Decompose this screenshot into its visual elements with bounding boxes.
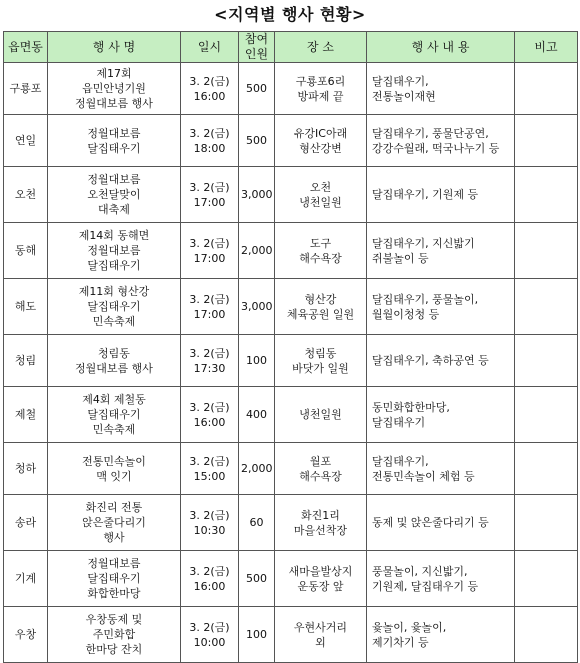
cell-place: 형산강 체육공원 일원 [275,279,367,335]
cell-event: 전통민속놀이 맥 잇기 [48,443,181,495]
table-row [4,115,578,167]
cell-date: 3. 2(금) 17:00 [181,223,239,279]
cell-people: 500 [239,63,275,115]
cell-date: 3. 2(금) 10:00 [181,607,239,663]
cell-note [515,63,578,115]
cell-date: 3. 2(금) 18:00 [181,115,239,167]
header-content: 행 사 내 용 [367,32,515,63]
cell-note [515,279,578,335]
cell-town: 동해 [4,223,48,279]
cell-date: 3. 2(금) 17:00 [181,167,239,223]
cell-note [515,551,578,607]
cell-content: 달집태우기, 풍물단공연, 강강수월래, 떡국나누기 등 [367,115,515,167]
cell-content: 동제 및 앉은줄다리기 등 [367,495,515,551]
cell-note [515,115,578,167]
cell-note [515,607,578,663]
cell-date: 3. 2(금) 10:30 [181,495,239,551]
table-row [4,607,578,663]
table-row [4,335,578,387]
cell-people: 3,000 [239,279,275,335]
cell-note [515,167,578,223]
table-row [4,63,578,115]
cell-event: 정월대보름 달집태우기 [48,115,181,167]
cell-town: 청림 [4,335,48,387]
cell-date: 3. 2(금) 16:00 [181,63,239,115]
cell-note [515,387,578,443]
cell-town: 우창 [4,607,48,663]
cell-content: 동민화합한마당, 달집태우기 [367,387,515,443]
cell-content: 달집태우기, 전통민속놀이 체험 등 [367,443,515,495]
cell-people: 100 [239,335,275,387]
cell-note [515,495,578,551]
header-event: 행 사 명 [48,32,181,63]
cell-place: 구룡포6리 방파제 끝 [275,63,367,115]
cell-place: 화진1리 마을선착장 [275,495,367,551]
cell-date: 3. 2(금) 16:00 [181,551,239,607]
cell-place: 냉천일원 [275,387,367,443]
cell-note [515,335,578,387]
cell-content: 달집태우기, 전통놀이재현 [367,63,515,115]
header-place: 장 소 [275,32,367,63]
cell-place: 도구 해수욕장 [275,223,367,279]
header-people: 참여 인원 [239,32,275,63]
cell-place: 월포 해수욕장 [275,443,367,495]
cell-town: 송라 [4,495,48,551]
header-date: 일시 [181,32,239,63]
cell-people: 2,000 [239,223,275,279]
cell-event: 제4회 제철동 달집태우기 민속축제 [48,387,181,443]
cell-town: 연일 [4,115,48,167]
header-row [4,32,578,63]
table-row [4,223,578,279]
cell-content: 풍물놀이, 지신밟기, 기원제, 달집태우기 등 [367,551,515,607]
cell-event: 제11회 형산강 달집태우기 민속축제 [48,279,181,335]
cell-content: 달집태우기, 기원제 등 [367,167,515,223]
cell-people: 2,000 [239,443,275,495]
cell-town: 청하 [4,443,48,495]
page-title: <지역별 행사 현황> [214,5,366,24]
cell-date: 3. 2(금) 16:00 [181,387,239,443]
table-row [4,279,578,335]
events-table [3,31,578,663]
cell-event: 청림동 정월대보름 행사 [48,335,181,387]
cell-place: 오천 냉천일원 [275,167,367,223]
cell-content: 달집태우기, 풍물놀이, 월월이청청 등 [367,279,515,335]
table-row [4,387,578,443]
cell-place: 청림동 바닷가 일원 [275,335,367,387]
table-row [4,443,578,495]
cell-town: 기계 [4,551,48,607]
cell-content: 윷놀이, 윷놀이, 제기차기 등 [367,607,515,663]
cell-event: 제17회 읍민안녕기원 정월대보름 행사 [48,63,181,115]
cell-town: 해도 [4,279,48,335]
cell-event: 제14회 동해면 정월대보름 달집태우기 [48,223,181,279]
cell-town: 오천 [4,167,48,223]
cell-content: 달집태우기, 축하공연 등 [367,335,515,387]
cell-people: 100 [239,607,275,663]
cell-place: 새마을발상지 운동장 앞 [275,551,367,607]
cell-place: 우현사거리 외 [275,607,367,663]
header-town: 읍면동 [4,32,48,63]
table-row [4,495,578,551]
cell-people: 3,000 [239,167,275,223]
cell-town: 구룡포 [4,63,48,115]
cell-event: 화진리 전통 앉은줄다리기 행사 [48,495,181,551]
cell-event: 정월대보름 오천달맞이 대축제 [48,167,181,223]
table-row [4,167,578,223]
cell-event: 우창동제 및 주민화합 한마당 잔치 [48,607,181,663]
cell-note [515,223,578,279]
cell-date: 3. 2(금) 17:30 [181,335,239,387]
cell-date: 3. 2(금) 17:00 [181,279,239,335]
cell-people: 500 [239,115,275,167]
cell-people: 60 [239,495,275,551]
cell-note [515,443,578,495]
cell-people: 400 [239,387,275,443]
cell-content: 달집태우기, 지신밟기 쥐불놀이 등 [367,223,515,279]
cell-people: 500 [239,551,275,607]
cell-town: 제철 [4,387,48,443]
table-row [4,551,578,607]
header-note: 비고 [515,32,578,63]
cell-date: 3. 2(금) 15:00 [181,443,239,495]
cell-place: 유강IC아래 형산강변 [275,115,367,167]
cell-event: 정월대보름 달집태우기 화합한마당 [48,551,181,607]
